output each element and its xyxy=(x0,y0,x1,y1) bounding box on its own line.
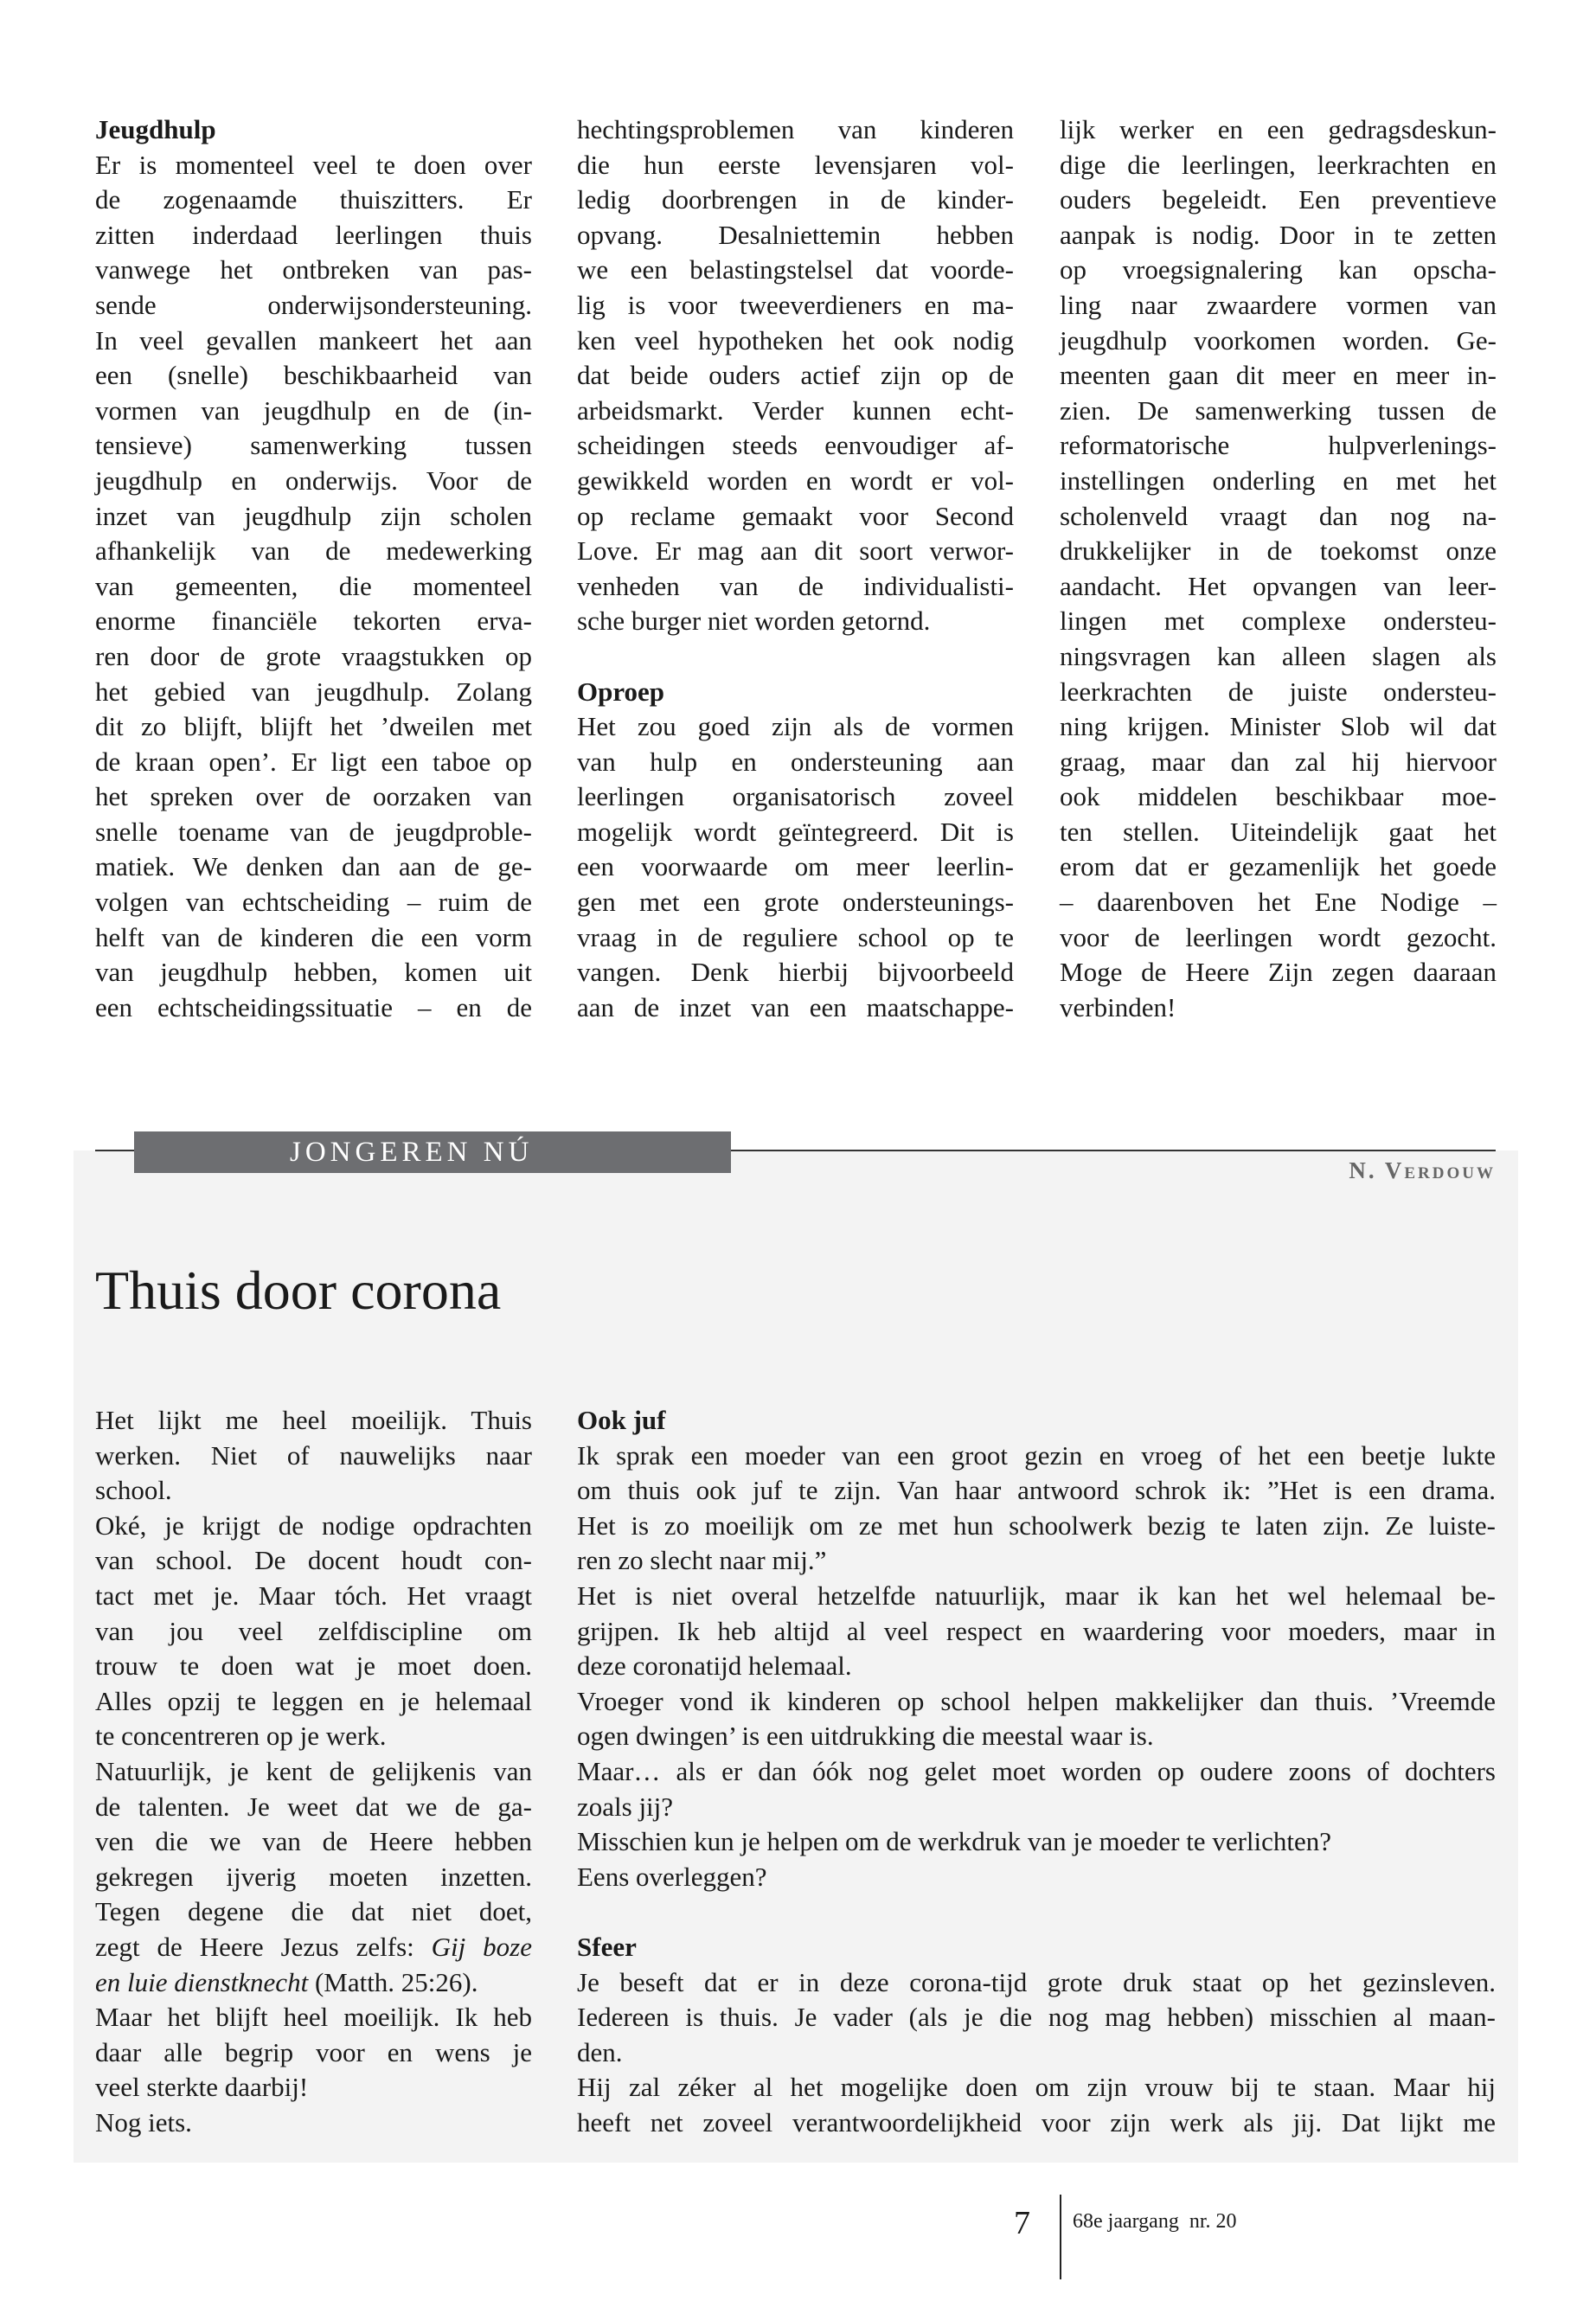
text-line: ling naar zwaardere vormen van xyxy=(1060,289,1497,320)
text-line: voor de leerlingen wordt gezocht. xyxy=(1060,921,1497,952)
text-line: Natuurlijk, je kent de gelijkenis van xyxy=(95,1755,532,1786)
text-line: die hun eerste levensjaren vol- xyxy=(577,149,1014,180)
text-line: gen met een grote ondersteunings- xyxy=(577,887,1014,918)
text-line: Eens overleggen? xyxy=(577,1861,767,1892)
text-line: Iedereen is thuis. Je vader (als je die nog mag hebben) misschien al maan- xyxy=(577,2002,1496,2033)
text-line: aandacht. Het opvangen van leer- xyxy=(1060,570,1497,601)
paragraph xyxy=(95,2106,532,2141)
top-column-1 xyxy=(95,112,532,1025)
text-line: grijpen. Ik heb altijd al veel respect en waardering voor moeders, maar in xyxy=(577,1615,1496,1646)
text-line: we een belastingstelsel dat voorde- xyxy=(577,254,1014,285)
text-line: arbeidsmarkt. Verder kunnen echt- xyxy=(577,394,1014,426)
text-line: van hulp en ondersteuning aan xyxy=(577,746,1014,777)
text-line: om thuis ook juf te zijn. Van haar antwoord schrok ik: ”Het is een drama. xyxy=(577,1475,1496,1506)
text-line: leerkrachten de juiste ondersteu- xyxy=(1060,676,1497,707)
text-line: meenten gaan dit meer en meer in- xyxy=(1060,360,1497,391)
text-line: – daarenboven het Ene Nodige – xyxy=(1060,887,1497,918)
text-line: veel sterkte daarbij! xyxy=(95,2072,309,2103)
bottom-column-1 xyxy=(95,1403,532,2140)
text-line: sende onderwijsondersteuning. xyxy=(95,289,532,320)
paragraph xyxy=(577,1965,1496,2071)
paragraph xyxy=(577,1824,1496,1860)
paragraph xyxy=(577,112,1014,639)
text-line: ken veel hypotheken het ook nodig xyxy=(577,324,1014,356)
paragraph xyxy=(577,1439,1496,1579)
text-span: (Matth. 25:26). xyxy=(308,1966,478,1997)
text-line: de kraan open’. Er ligt een taboe op xyxy=(95,746,532,777)
text-line: volgen van echtscheiding – ruim de xyxy=(95,887,532,918)
bottom-column-2 xyxy=(577,1403,1496,2140)
text-line: enorme financiële tekorten erva- xyxy=(95,606,532,637)
italic-text: Gij boze xyxy=(431,1931,532,1962)
text-line: dit zo blijft, blijft het ’dweilen met xyxy=(95,711,532,742)
text-line: graag, maar dan zal hij hiervoor xyxy=(1060,746,1497,777)
text-line: instellingen onderling en met het xyxy=(1060,465,1497,496)
text-line: een voorwaarde om meer leerlin- xyxy=(577,851,1014,882)
text-line: Love. Er mag aan dit soort verwor- xyxy=(577,535,1014,567)
text-line: ren door de grote vraagstukken op xyxy=(95,640,532,671)
text-line: van jeugdhulp hebben, komen uit xyxy=(95,957,532,988)
text-line: Maar het blijft heel moeilijk. Ik heb xyxy=(95,2002,532,2033)
text-line: ten stellen. Uiteindelijk gaat het xyxy=(1060,816,1497,847)
text-line: vormen van jeugdhulp en de (in- xyxy=(95,394,532,426)
text-line: snelle toename van de jeugdproble- xyxy=(95,816,532,847)
text-line: het spreken over de oorzaken van xyxy=(95,781,532,812)
text-line: vanwege het ontbreken van pas- xyxy=(95,254,532,285)
spacer xyxy=(577,639,1014,675)
text-line: leerlingen organisatorisch zoveel xyxy=(577,781,1014,812)
paragraph xyxy=(95,1403,532,1509)
section-banner xyxy=(134,1131,731,1173)
text-line: werken. Niet of nauwelijks naar xyxy=(95,1439,532,1471)
text-line: van jou veel zelfdiscipline om xyxy=(95,1615,532,1646)
text-line: op reclame gemaakt voor Second xyxy=(577,500,1014,531)
paragraph xyxy=(577,709,1014,1025)
text-line: zitten inderdaad leerlingen thuis xyxy=(95,219,532,250)
paragraph xyxy=(577,1684,1496,1754)
text-line: ledig doorbrengen in de kinder- xyxy=(577,184,1014,215)
text-line: een echtscheidingssituatie – en de xyxy=(95,991,532,1022)
text-line: ven die we van de Heere hebben xyxy=(95,1826,532,1857)
paragraph xyxy=(95,148,532,1026)
paragraph xyxy=(577,1754,1496,1824)
text-line: mogelijk wordt geïntegreerd. Dit is xyxy=(577,816,1014,847)
text-line: Oké, je krijgt de nodige opdrachten xyxy=(95,1509,532,1541)
text-line: gewikkeld worden en wordt er vol- xyxy=(577,465,1014,496)
text-line: lingen met complexe ondersteu- xyxy=(1060,606,1497,637)
text-line: Ik sprak een moeder van een groot gezin en vroeg of het een beetje lukte xyxy=(577,1439,1496,1471)
text-line: sche burger niet worden getornd. xyxy=(577,606,931,637)
text-line: Het zou goed zijn als de vormen xyxy=(577,711,1014,742)
text-line: ogen dwingen’ is een uitdrukking die meestal waar is. xyxy=(577,1721,1154,1752)
text-line: aan de inzet van een maatschappe- xyxy=(577,991,1014,1022)
text-line: inzet van jeugdhulp zijn scholen xyxy=(95,500,532,531)
text-line: vraag in de reguliere school op te xyxy=(577,921,1014,952)
text-line: lijk werker en een gedragsdeskun- xyxy=(1060,114,1497,144)
text-line: het gebied van jeugdhulp. Zolang xyxy=(95,676,532,707)
text-line: Moge de Heere Zijn zegen daaraan xyxy=(1060,957,1497,988)
paragraph xyxy=(577,2070,1496,2140)
paragraph xyxy=(577,1579,1496,1684)
text-line: heeft net zoveel verantwoordelijkheid voor zijn werk als jij. Dat lijkt me xyxy=(577,2106,1496,2138)
text-line: zien. De samenwerking tussen de xyxy=(1060,394,1497,426)
text-line: de talenten. Je weet dat we de ga- xyxy=(95,1791,532,1822)
text-line: Je beseft dat er in deze corona-tijd grote druk staat op het gezinsleven. xyxy=(577,1966,1496,1997)
paragraph xyxy=(95,2000,532,2106)
text-line: drukkelijker in de toekomst onze xyxy=(1060,535,1497,567)
article-title: Thuis door corona xyxy=(95,1259,502,1321)
paragraph xyxy=(1060,112,1497,1025)
paragraph xyxy=(577,1860,1496,1895)
text-line: In veel gevallen mankeert het aan xyxy=(95,324,532,356)
text-line: Er is momenteel veel te doen over xyxy=(95,149,532,180)
top-column-2 xyxy=(577,112,1014,1025)
text-line: de zogenaamde thuiszitters. Er xyxy=(95,184,532,215)
text-line: dat beide ouders actief zijn op de xyxy=(577,360,1014,391)
text-line: Het is niet overal hetzelfde natuurlijk, maar ik kan het wel helemaal be- xyxy=(577,1580,1496,1611)
text-line: Nog iets. xyxy=(95,2106,192,2138)
text-line: ook middelen beschikbaar moe- xyxy=(1060,781,1497,812)
text-line: Misschien kun je helpen om de werkdruk van je moeder te verlichten? xyxy=(577,1826,1332,1857)
subheading: Jeugdhulp xyxy=(95,114,216,144)
text-line: tact met je. Maar tóch. Het vraagt xyxy=(95,1580,532,1611)
text-line: Het lijkt me heel moeilijk. Thuis xyxy=(95,1405,532,1435)
text-line xyxy=(95,1930,532,1965)
text-line: erom dat er gezamenlijk het goede xyxy=(1060,851,1497,882)
text-line: school. xyxy=(95,1475,172,1506)
italic-text: en luie dienstknecht xyxy=(95,1966,309,1997)
text-line: venheden van de individualisti- xyxy=(577,570,1014,601)
section-label: JONGEREN NÚ xyxy=(290,1137,534,1168)
text-line: hechtingsproblemen van kinderen xyxy=(577,114,1014,144)
text-line: deze coronatijd helemaal. xyxy=(577,1650,852,1682)
text-line: den. xyxy=(577,2036,623,2067)
text-line: vangen. Denk hierbij bijvoorbeeld xyxy=(577,957,1014,988)
text-line: te concentreren op je werk. xyxy=(95,1721,387,1752)
text-line: scholenveld vraagt dan nog na- xyxy=(1060,500,1497,531)
text-line: opvang. Desalniettemin hebben xyxy=(577,219,1014,250)
top-column-3 xyxy=(1060,112,1497,1025)
text-line: op vroegsignalering kan opscha- xyxy=(1060,254,1497,285)
text-line: daar alle begrip voor en wens je xyxy=(95,2036,532,2067)
text-line: matiek. We denken dan aan de ge- xyxy=(95,851,532,882)
page-number: 7 xyxy=(1014,2205,1030,2241)
subheading: Ook juf xyxy=(577,1405,666,1435)
text-line: ren zo slecht naar mij.” xyxy=(577,1545,827,1576)
text-line: lig is voor tweeverdieners en ma- xyxy=(577,289,1014,320)
text-line: Maar… als er dan óók nog gelet moet worden op oudere zoons of dochters xyxy=(577,1755,1496,1786)
text-line: helft van de kinderen die een vorm xyxy=(95,921,532,952)
text-line: jeugdhulp en onderwijs. Voor de xyxy=(95,465,532,496)
subheading: Sfeer xyxy=(577,1931,637,1962)
text-line: zoals jij? xyxy=(577,1791,674,1822)
text-line: van gemeenten, die momenteel xyxy=(95,570,532,601)
text-line: Hij zal zéker al het mogelijke doen om zijn vrouw bij te staan. Maar hij xyxy=(577,2072,1496,2103)
article-author: N. Verdouw xyxy=(1349,1157,1496,1183)
text-line: jeugdhulp voorkomen worden. Ge- xyxy=(1060,324,1497,356)
text-line: reformatorische hulpverlenings- xyxy=(1060,430,1497,461)
footer-divider xyxy=(1060,2195,1061,2279)
spacer xyxy=(577,1894,1496,1930)
text-line: scheidingen steeds eenvoudiger af- xyxy=(577,430,1014,461)
text-line: dige die leerlingen, leerkrachten en xyxy=(1060,149,1497,180)
text-line: aanpak is nodig. Door in te zetten xyxy=(1060,219,1497,250)
text-line xyxy=(95,1965,532,2001)
issue-info: 68e jaargang nr. 20 xyxy=(1073,2210,1237,2233)
text-line: ouders begeleidt. Een preventieve xyxy=(1060,184,1497,215)
text-line: ningsvragen kan alleen slagen als xyxy=(1060,640,1497,671)
text-line: ning krijgen. Minister Slob wil dat xyxy=(1060,711,1497,742)
text-line: van school. De docent houdt con- xyxy=(95,1545,532,1576)
text-line: afhankelijk van de medewerking xyxy=(95,535,532,567)
text-line: trouw te doen wat je moet doen. xyxy=(95,1650,532,1682)
paragraph xyxy=(95,1509,532,1754)
text-line: tensieve) samenwerking tussen xyxy=(95,430,532,461)
text-line: gekregen ijverig moeten inzetten. xyxy=(95,1861,532,1892)
text-line: een (snelle) beschikbaarheid van xyxy=(95,360,532,391)
paragraph xyxy=(95,1754,532,2000)
subheading: Oproep xyxy=(577,676,665,707)
text-line: Het is zo moeilijk om ze met hun schoolwerk bezig te laten zijn. Ze luiste- xyxy=(577,1509,1496,1541)
text-span: zegt de Heere Jezus zelfs: xyxy=(95,1931,432,1962)
text-line: Vroeger vond ik kinderen op school helpen makkelijker dan thuis. ’Vreemde xyxy=(577,1685,1496,1716)
text-line: Tegen degene die dat niet doet, xyxy=(95,1896,532,1927)
text-line: Alles opzij te leggen en je helemaal xyxy=(95,1685,532,1716)
text-line: verbinden! xyxy=(1060,991,1176,1022)
